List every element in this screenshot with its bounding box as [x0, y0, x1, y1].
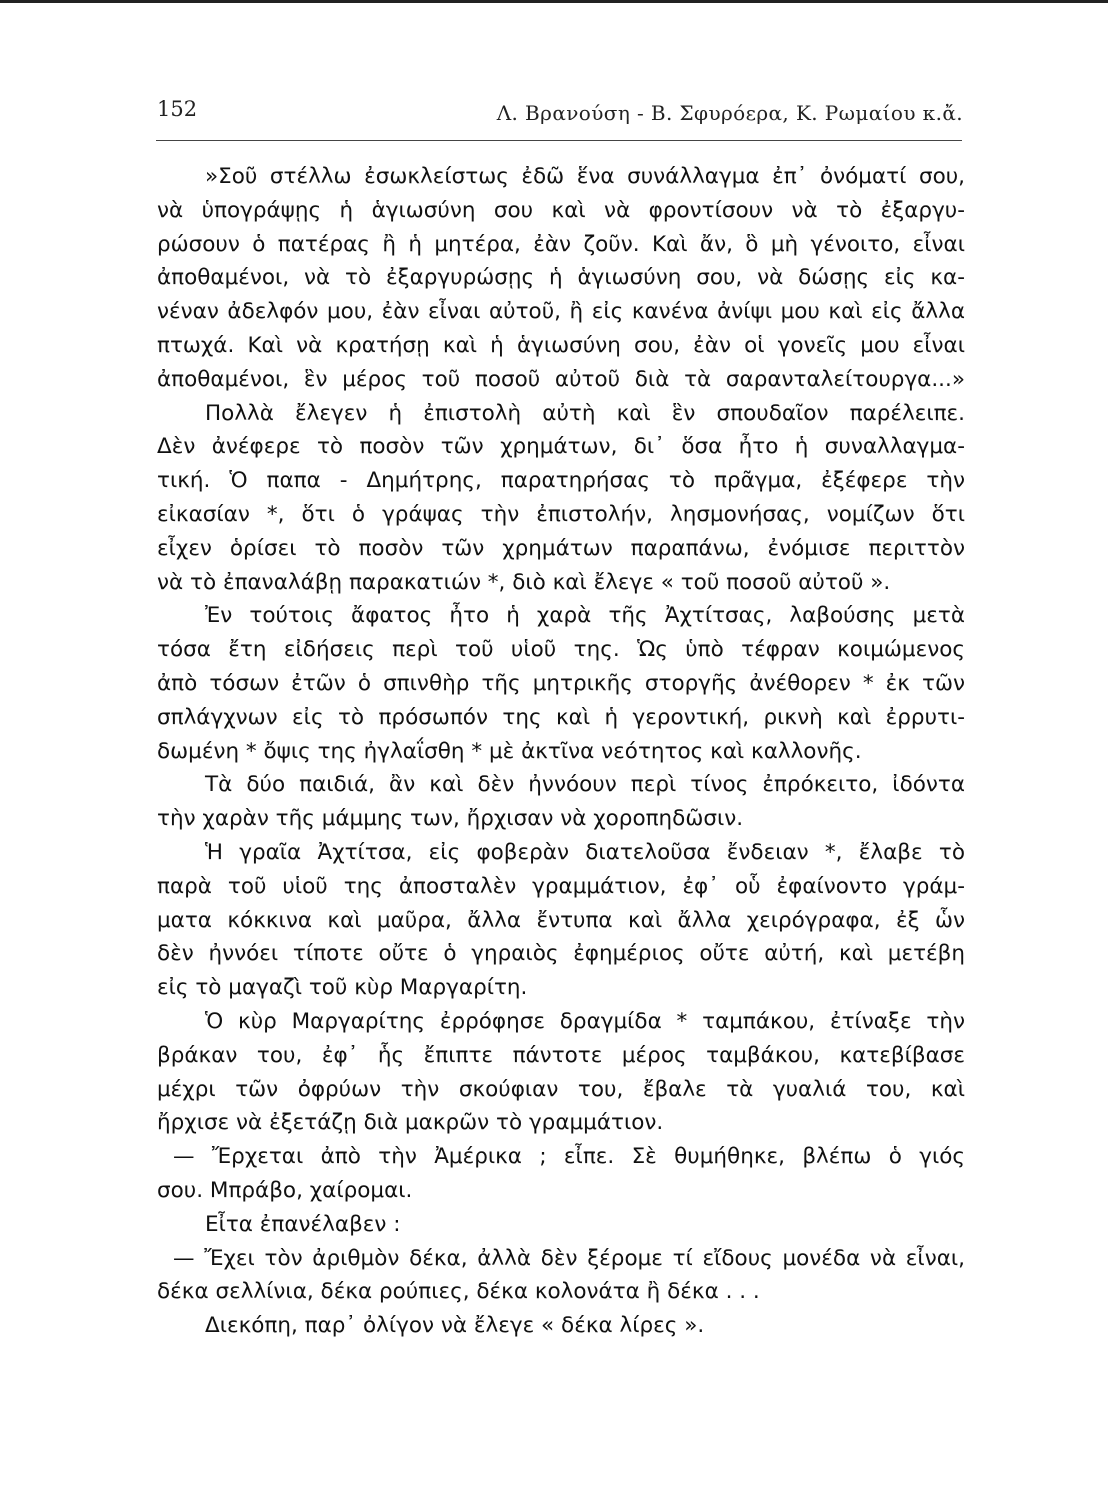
text-line: εἰκασίαν *, ὅτι ὁ γράψας τὴν ἐπιστολήν, λησμονήσας, νομίζων ὅτι [157, 501, 965, 527]
text-line: Διεκόπη, παρ᾽ ὀλίγον νὰ ἔλεγε « δέκα λίρες ». [205, 1313, 705, 1339]
text-line: ματα κόκκινα καὶ μαῦρα, ἄλλα ἔντυπα καὶ ἄλλα χειρόγραφα, ἐξ ὧν [157, 907, 965, 933]
text-line: σπλάγχνων εἰς τὸ πρόσωπόν της καὶ ἡ γεροντική, ρικνὴ καὶ ἐρρυτι- [157, 704, 965, 730]
text-line: ἤρχισε νὰ ἐξετάζῃ διὰ μακρῶν τὸ γραμμάτιον. [157, 1110, 664, 1136]
text-line: Εἶτα ἐπανέλαβεν : [205, 1211, 401, 1237]
text-line: τόσα ἔτη εἰδήσεις περὶ τοῦ υἱοῦ της. Ὡς ὑπὸ τέφραν κοιμώμενος [157, 637, 965, 663]
running-head: Λ. Βρανούση - Β. Σφυρόερα, Κ. Ρωμαίου κ.ἄ. [496, 101, 963, 125]
text-line: Ἡ γραῖα Ἀχτίτσα, εἰς φοβερὰν διατελοῦσα ἔνδειαν *, ἔλαβε τὸ [205, 839, 965, 865]
text-line: νὰ ὑπογράψῃς ἡ ἁγιωσύνη σου καὶ νὰ φροντίσουν νὰ τὸ ἐξαργυ- [157, 197, 965, 223]
text-line: νέναν ἀδελφόν μου, ἐὰν εἶναι αὐτοῦ, ἢ εἰς κανένα ἀνίψι μου καὶ εἰς ἄλλα [157, 299, 965, 325]
page-number: 152 [157, 97, 198, 121]
text-line: μέχρι τῶν ὀφρύων τὴν σκούφιαν του, ἔβαλε τὰ γυαλιά του, καὶ [157, 1076, 965, 1102]
text-line: πτωχά. Καὶ νὰ κρατήσῃ καὶ ἡ ἁγιωσύνη σου, ἐὰν οἱ γονεῖς μου εἶναι [157, 332, 965, 358]
header-rule [156, 140, 962, 141]
text-line: Τὰ δύο παιδιά, ἂν καὶ δὲν ἠννόουν περὶ τίνος ἐπρόκειτο, ἰδόντα [205, 772, 965, 798]
text-line: — Ἔρχεται ἀπὸ τὴν Ἀμέρικα ; εἶπε. Σὲ θυμήθηκε, βλέπω ὁ γιός [173, 1144, 965, 1170]
text-line: ἀποθαμένοι, νὰ τὸ ἐξαργυρώσῃς ἡ ἁγιωσύνη σου, νὰ δώσῃς εἰς κα- [157, 265, 965, 291]
text-line: τὴν χαρὰν τῆς μάμμης των, ἤρχισαν νὰ χοροπηδῶσιν. [157, 806, 744, 832]
text-line: Ὁ κὺρ Μαργαρίτης ἐρρόφησε δραγμίδα * ταμπάκου, ἐτίναξε τὴν [205, 1008, 965, 1034]
text-line: »Σοῦ στέλλω ἐσωκλείστως ἐδῶ ἕνα συνάλλαγμα ἐπ᾽ ὀνόματί σου, [205, 164, 965, 189]
text-line: σου. Μπράβο, χαίρομαι. [157, 1177, 413, 1203]
text-line: — Ἔχει τὸν ἀριθμὸν δέκα, ἀλλὰ δὲν ξέρομε τί εἴδους μονέδα νὰ εἶναι, [173, 1245, 965, 1271]
text-line: δωμένη * ὄψις της ἠγλαΐσθη * μὲ ἀκτῖνα νεότητος καὶ καλλονῆς. [157, 738, 862, 764]
text-line: νὰ τὸ ἐπαναλάβῃ παρακατιών *, διὸ καὶ ἔλεγε « τοῦ ποσοῦ αὐτοῦ ». [157, 569, 891, 595]
top-border-rule [0, 0, 1108, 3]
text-line: ἀποθαμένοι, ἓν μέρος τοῦ ποσοῦ αὐτοῦ διὰ τὰ σαρανταλείτουργα...» [157, 366, 965, 392]
text-line: βράκαν του, ἐφ᾽ ἧς ἔπιπτε πάντοτε μέρος ταμβάκου, κατεβίβασε [157, 1042, 965, 1068]
text-line: Ἐν τούτοις ἄφατος ἦτο ἡ χαρὰ τῆς Ἀχτίτσας, λαβούσης μετὰ [205, 603, 965, 629]
page-header [157, 95, 963, 135]
text-line: εἶχεν ὁρίσει τὸ ποσὸν τῶν χρημάτων παραπάνω, ἐνόμισε περιττὸν [157, 535, 965, 561]
text-line: τική. Ὁ παπα - Δημήτρης, παρατηρήσας τὸ πρᾶγμα, ἐξέφερε τὴν [157, 468, 965, 494]
text-line: ρώσουν ὁ πατέρας ἢ ἡ μητέρα, ἐὰν ζοῦν. Καὶ ἄν, ὃ μὴ γένοιτο, εἶναι [157, 231, 965, 257]
body-text [157, 160, 965, 1343]
text-line: Πολλὰ ἔλεγεν ἡ ἐπιστολὴ αὐτὴ καὶ ἓν σπουδαῖον παρέλειπε. [205, 400, 965, 426]
text-line: παρὰ τοῦ υἱοῦ της ἀποσταλὲν γραμμάτιον, ἐφ᾽ οὗ ἐφαίνοντο γράμ- [157, 873, 965, 899]
text-line: εἰς τὸ μαγαζὶ τοῦ κὺρ Μαργαρίτη. [157, 975, 528, 1001]
text-line: δὲν ἠννόει τίποτε οὔτε ὁ γηραιὸς ἐφημέριος οὔτε αὐτή, καὶ μετέβη [157, 941, 965, 967]
text-line: ἀπὸ τόσων ἐτῶν ὁ σπινθὴρ τῆς μητρικῆς στοργῆς ἀνέθορεν * ἐκ τῶν [157, 670, 965, 696]
text-line: δέκα σελλίνια, δέκα ρούπιες, δέκα κολονάτα ἢ δέκα . . . [157, 1279, 760, 1305]
text-line: Δὲν ἀνέφερε τὸ ποσὸν τῶν χρημάτων, δι᾽ ὅσα ἦτο ἡ συναλλαγμα- [157, 434, 965, 460]
